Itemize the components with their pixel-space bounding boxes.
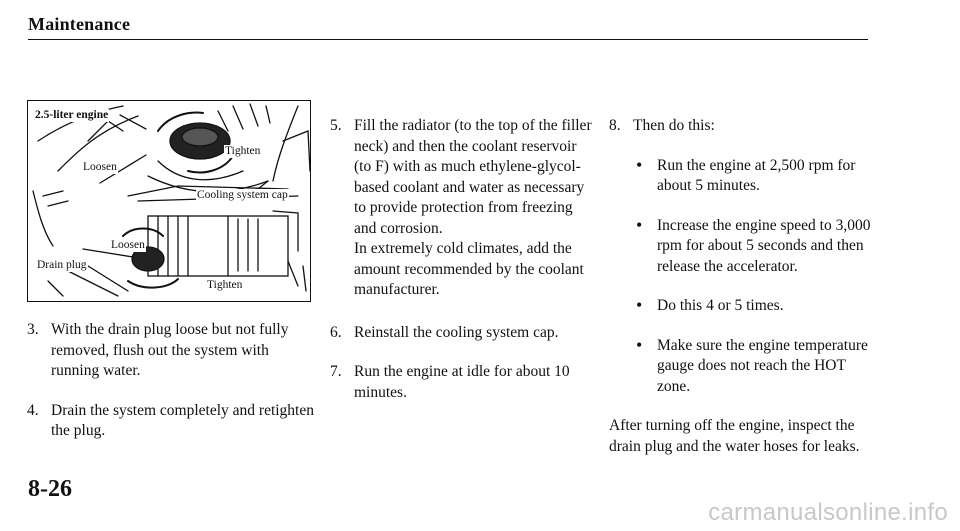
step-7 (330, 362, 592, 403)
label-tighten-top: Tighten (225, 145, 261, 157)
column-right (609, 116, 879, 457)
bullet-item (633, 216, 879, 278)
step-text: With the drain plug loose but not fully removed, flush out the system with running water. (51, 321, 289, 379)
label-loosen-bottom: Loosen (111, 239, 145, 251)
label-engine: 2.5-liter engine (35, 109, 109, 121)
bullet-text: Do this 4 or 5 times. (657, 297, 784, 314)
bullet-item (633, 296, 879, 317)
label-cooling-system-cap: Cooling system cap (197, 189, 288, 201)
step-6 (330, 323, 592, 344)
bullet-list (633, 156, 879, 398)
step-number: 8. (609, 117, 621, 134)
label-loosen-top: Loosen (83, 161, 117, 173)
bullet-dot-icon: • (636, 154, 643, 175)
step-text: Reinstall the cooling system cap. (354, 323, 559, 341)
bullet-dot-icon: • (636, 295, 643, 315)
step-number: 7. (330, 363, 342, 380)
step-text: Fill the radiator (to the top of the filler neck) and then the coolant reservoir (to F) with as much ethylene-glycol-based coolant and water as necessary to provide protection from freezing and corrosion. (354, 117, 592, 237)
watermark-text: carmanualsonline.info (708, 499, 948, 526)
bullet-text: Make sure the engine temperature gauge does not reach the HOT zone. (657, 336, 868, 395)
closing-paragraph: After turning off the engine, inspect the drain plug and the water hoses for leaks. (609, 417, 860, 455)
step-5 (330, 116, 592, 301)
step-text: Run the engine at idle for about 10 minutes. (354, 363, 570, 401)
step-number: 4. (27, 401, 39, 419)
bullet-dot-icon: • (636, 214, 643, 235)
label-drain-plug: Drain plug (37, 259, 87, 271)
header-rule (28, 39, 868, 40)
step-3 (27, 320, 317, 382)
page-header-title: Maintenance (28, 14, 131, 34)
step-number: 6. (330, 323, 342, 341)
label-tighten-bottom: Tighten (207, 279, 243, 291)
bullet-text: Run the engine at 2,500 rpm for about 5 minutes. (657, 156, 856, 194)
step-number: 3. (27, 321, 39, 338)
engine-illustration (27, 100, 311, 302)
step-8 (609, 116, 879, 137)
bullet-item (633, 156, 879, 197)
step-text: Drain the system completely and retighten the plug. (51, 401, 314, 439)
column-left (27, 320, 317, 442)
page-number: 8-26 (28, 476, 72, 502)
column-middle (330, 116, 592, 403)
bullet-text: Increase the engine speed to 3,000 rpm for about 5 seconds and then release the accelerator. (657, 216, 871, 275)
step-4 (27, 401, 317, 442)
step-note: In extremely cold climates, add the amount recommended by the coolant manufacturer. (354, 240, 584, 298)
step-text: Then do this: (633, 117, 715, 134)
step-number: 5. (330, 117, 342, 134)
bullet-dot-icon: • (636, 334, 643, 355)
bullet-item (633, 336, 879, 398)
